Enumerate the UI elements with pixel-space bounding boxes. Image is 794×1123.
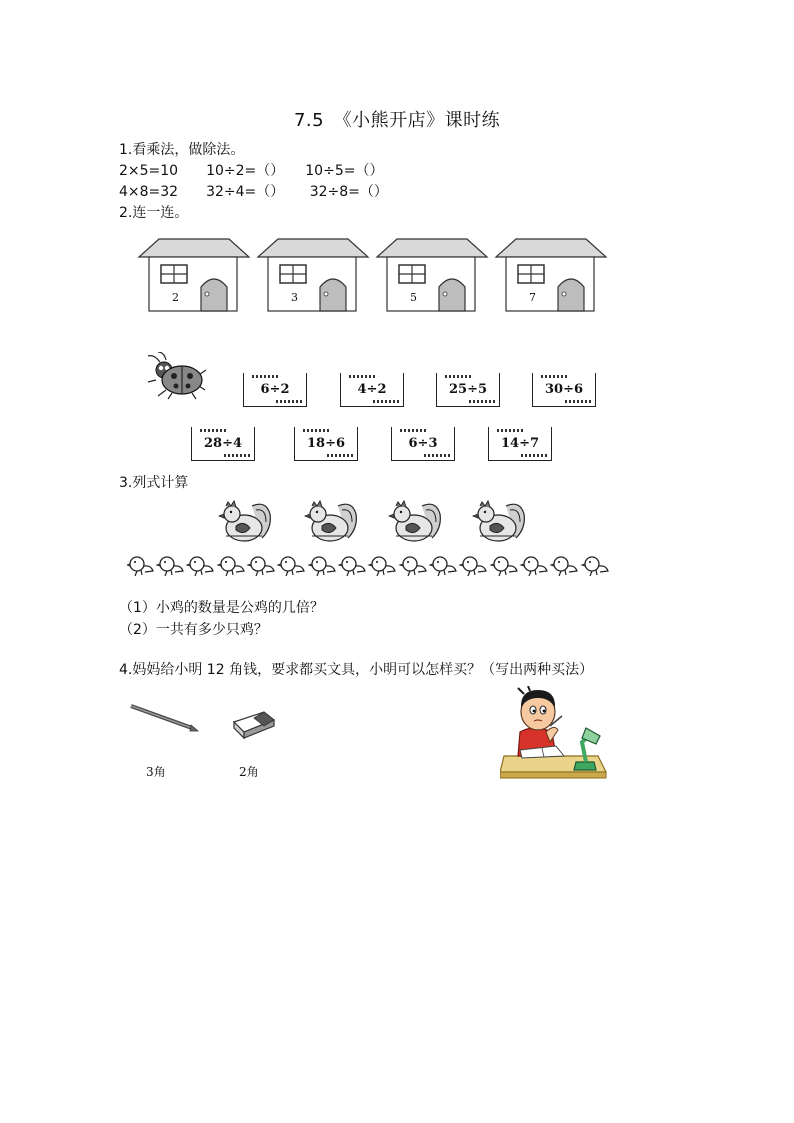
boy-studying-illustration	[500, 686, 610, 782]
section2-heading: 2.连一连。	[119, 205, 189, 221]
division-card	[294, 427, 358, 461]
houses-illustration	[137, 237, 607, 315]
division-expression: 28÷4	[203, 436, 243, 451]
page-title: 7.5 《小熊开店》课时练	[293, 110, 501, 131]
house-number-1: 2	[172, 291, 179, 304]
division-card	[436, 373, 500, 407]
division-expression: 18÷6	[306, 436, 346, 451]
section4-heading: 4.妈妈给小明 12 角钱，要求都买文具，小明可以怎样买？（写出两种买法）	[119, 662, 594, 678]
section3-question-2: （2）一共有多少只鸡？	[119, 622, 268, 638]
division-card	[488, 427, 552, 461]
house-2	[258, 239, 368, 311]
house-3	[377, 239, 487, 311]
division-expression: 6÷2	[260, 382, 290, 397]
chicks-illustration	[127, 555, 611, 579]
division-card	[532, 373, 596, 407]
division-expression: 4÷2	[357, 382, 387, 397]
ladybug-illustration	[142, 352, 208, 400]
division-expression: 30÷6	[544, 382, 584, 397]
roosters-illustration	[214, 500, 534, 546]
section1-row1: 2×5=10 10÷2=（） 10÷5=（）	[119, 163, 384, 179]
pencil-price: 3角	[146, 765, 166, 779]
division-card	[191, 427, 255, 461]
division-card	[243, 373, 307, 407]
pencil-illustration	[128, 700, 202, 736]
section1-heading: 1.看乘法，做除法。	[119, 142, 245, 158]
division-card	[391, 427, 455, 461]
house-number-4: 7	[529, 291, 536, 304]
division-expression: 6÷3	[408, 436, 438, 451]
division-expression: 25÷5	[448, 382, 488, 397]
section1-row2: 4×8=32 32÷4=（） 32÷8=（）	[119, 184, 388, 200]
division-card	[340, 373, 404, 407]
eraser-price: 2角	[239, 765, 259, 779]
eraser-illustration	[228, 708, 280, 742]
house-number-2: 3	[291, 291, 298, 304]
house-1	[139, 239, 249, 311]
division-expression: 14÷7	[500, 436, 540, 451]
house-4	[496, 239, 606, 311]
section3-heading: 3.列式计算	[119, 475, 189, 491]
section3-question-1: （1）小鸡的数量是公鸡的几倍？	[119, 600, 324, 616]
house-number-3: 5	[410, 291, 417, 304]
